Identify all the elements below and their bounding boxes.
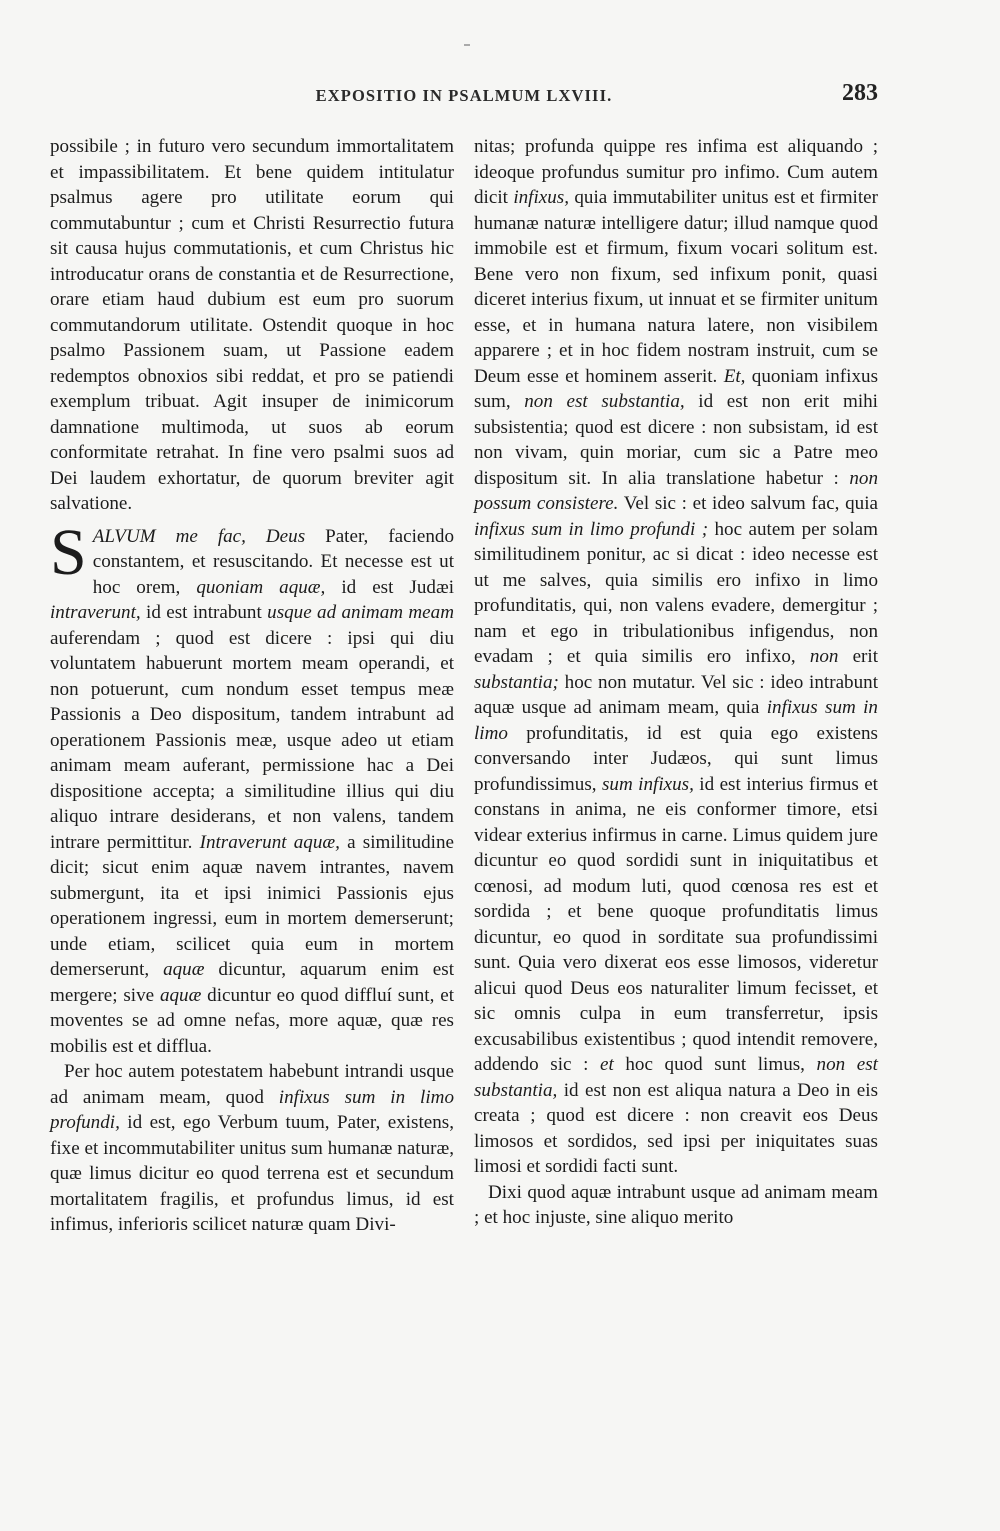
right-column xyxy=(474,134,878,1231)
drop-cap: S xyxy=(50,515,87,589)
paragraph-dixi-quod: Dixi quod aquæ intrabunt usque ad animam meam ; et hoc injuste, sine aliquo merito xyxy=(474,1181,878,1228)
page-number: 283 xyxy=(842,80,878,106)
page-header xyxy=(50,80,878,112)
page-blemish xyxy=(464,44,470,46)
paragraph-intro-continuation: possibile ; in futuro vero secundum immortalitatem et impassibilitatem. Et bene quidem intitulatur psalmus agere pro utilitate eorum qui commutabuntur ; cum et Christi Resurrectio futura sit causa hujus commutationis, et cum Christus hic introducatur orans de constantia et de Resurrectione, orare etiam haud dubium est eum pro suorum commutandorum utilitate. Ostendit quoque in hoc psalmo Passionem suam, ut Passione eadem redemptos obnoxios sibi reddat, et pro se patiendi exemplum tribuat. Agit insuper de inimicorum damnatione multimoda, ut suos ab eorum conformitate retrahat. In fine vero psalmi suos ad Dei laudem exhortatur, de quorum breviter agit salvatione. xyxy=(50,136,454,514)
left-column xyxy=(50,134,454,1238)
paragraph-divinitas-continuation: nitas; profunda quippe res infima est aliquando ; ideoque profundus sumitur pro infimo. Cum autem dicit infixus, quia immutabiliter unitus est et firmiter humanæ naturæ intelligere datur; illud namque quod immobile est et firmum, fixum vocari solitum est. Bene vero non fixum, sed infixum ponit, quasi diceret interius fixum, ut innuat et se firmiter unitum esse, et in humana natura latere, non visibilem apparere ; et in hoc fidem nostram instruit, cum se Deum esse et hominem asserit. Et, quoniam infixus sum, non est substantia, id est non erit mihi subsistentia; quod est dicere : non subsistam, id est non vivam, quin moriar, cum sic a Patre meo dispositum sit. In alia translatione habetur : non possum consistere. Vel sic : et ideo salvum fac, quia infixus sum in limo profundi ; hoc autem per solam similitudinem ponitur, ac si dicat : ideo necesse est ut me salves, quia similis ero infixo in limo profunditatis, qui, non valens evadere, demergitur ; nam et ego in tribulationibus infigendus, non evadam ; et quia similis ero infixo, non erit substantia; hoc non mutatur. Vel sic : ideo intrabunt aquæ usque ad animam meam, quia infixus sum in limo profunditatis, id est quia ego existens conversando inter Judæos, qui sunt limus profundissimus, sum infixus, id est interius firmus et constans in anima, ne eis conformer timore, etsi videar exterius infirmus in carne. Limus quidem jure dicuntur eo quod sordidi sunt in iniquitatibus et cœnosi, ad modum luti, quod cœnosa res est et sordida ; et bene quoque profunditatis limus dicuntur, eo quod in sorditate sua profundissimi sunt. Quia vero dixerat eos esse limosos, videretur alicui quod Deus eos naturaliter limum fecisset, et sic omnis culpa in eum transferretur, ipsis excusabilibus existentibus ; quod intendit removere, addendo sic : et hoc quod sunt limus, non est substantia, id est non est aliqua natura a Deo in eis creata ; quod est dicere : non creavit eos Deus limosos et sordidos, sed ipsi per iniquitates suas limosi et sordidi facti sunt. xyxy=(474,136,879,1177)
paragraph-salvum-me-fac: SALVUM me fac, Deus Pater, faciendo constantem, et resuscitando. Et necesse est ut hoc orem, quoniam aquæ, id est Judæi intraverunt, id est intrabunt usque ad animam meam auferendam ; quod est dicere : ipsi qui diu voluntatem habuerunt mortem meam operandi, et non potuerunt, cum nondum esset tempus meæ Passionis a Deo dispositum, tandem intrabunt ad operationem Passionis meæ, usque adeo ut etiam animam meam auferant, permissione hac a Dei dispositione accepta; a similitudine illius qui diu aliquo intrare desiderans, et non valens, tandem intrare permittitur. Intraverunt aquæ, a similitudine dicit; sicut enim aquæ navem intrantes, navem submergunt, ita et ipsi inimici Passionis ejus operationem ingressi, eum in mortem demerserunt; unde etiam, scilicet quia eum in mortem demerserunt, aquæ dicuntur, aquarum enim est mergere; sive aquæ dicuntur eo quod diffluí sunt, et moventes se ad omne nefas, more aquæ, quæ res mobilis est et difflua. xyxy=(50,515,455,1057)
incipit: ALVUM me fac, Deus xyxy=(92,525,306,547)
paragraph-per-hoc-autem: Per hoc autem potestatem habebunt intrandi usque ad animam meam, quod infixus sum in limo profundi, id est, ego Verbum tuum, Pater, existens, fixe et incommutabiliter unitus sum humanæ naturæ, quæ limus dicitur eo quod terrena est et secundum mortalitatem fragilis, et profundus limus, id est infimus, inferioris scilicet naturæ quam Divi- xyxy=(50,1061,454,1235)
running-title: EXPOSITIO IN PSALMUM LXVIII. xyxy=(315,86,613,105)
